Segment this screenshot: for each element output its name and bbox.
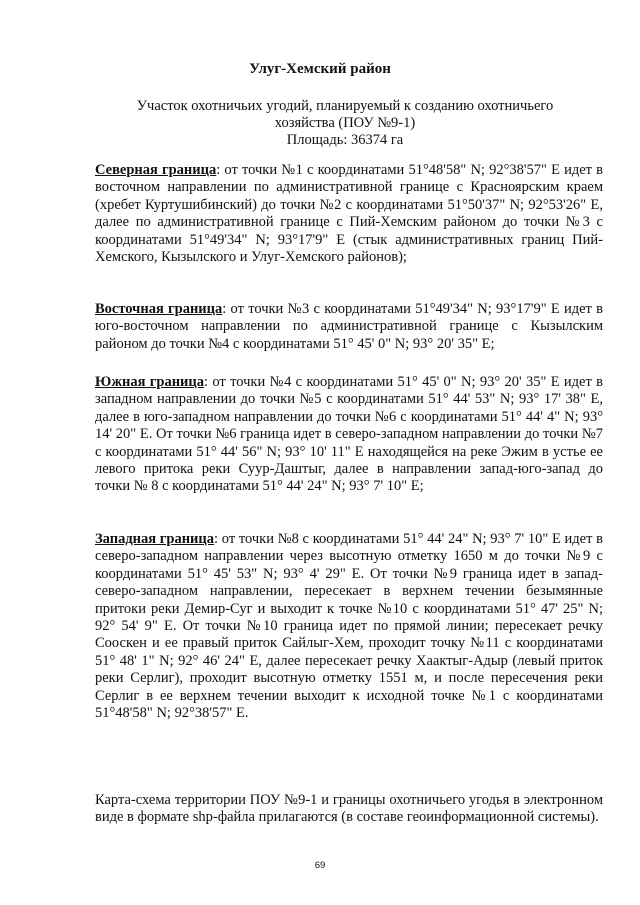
north-boundary-text: : от точки №1 с координатами 51°48'58" N; 92°38'57" E идет в восточном направлении по административной границе с Красноярским краем (хребет Куртушибинский) до точки №2 с координатами 51°50'37" N; 92°53'26" E, далее по административной границе с Пий-Хемским районом до точки №3 с координатами 51°49'34" N; 93°17'9" E (стык административных границ Пий-Хемского, Кызылского и Улуг-Хемского районов); [95,162,604,266]
district-title: Улуг-Хемский район [249,61,391,77]
page-number: 69 [314,860,326,871]
north-boundary-section [95,162,603,266]
map-scheme-note: Карта-схема территории ПОУ №9-1 и границы охотничьего угодья в электронном виде в формате shp-файла прилагаются (в составе геоинформационной системы). [95,792,603,826]
south-boundary-section [95,374,603,496]
plot-header [120,98,570,149]
east-boundary-section [95,301,603,353]
south-boundary-heading: Южная граница [95,374,205,390]
plot-description-line1: Участок охотничьих угодий, планируемый к созданию охотничьего [136,98,554,114]
plot-area: Площадь: 36374 га [286,132,404,148]
east-boundary-heading: Восточная граница [95,301,223,317]
plot-description-line2: хозяйства (ПОУ №9-1) [274,115,416,131]
east-boundary-text: : от точки №3 с координатами 51°49'34" N; 93°17'9" E идет в юго-восточном направлении по административной границе с Кызылским районом до точки №4 с координатами 51° 45' 0" N; 93° 20' 35" E; [95,301,603,352]
south-boundary-text: : от точки №4 с координатами 51° 45' 0" N; 93° 20' 35" E идет в западном направлении до точки №5 с координатами 51° 44' 53" N; 93° 17' 38" E, далее в юго-западном направлении до точки №6 с координатами 51° 44' 4" N; 93° 14' 20" E. От точки №6 граница идет в северо-западном направлении до точки №7 с координатами 51° 44' 56" N; 93° 10' 11" E находящейся на реке Эжим в устье ее левого притока реки Суур-Даштыг, далее в направлении запад-юго-запад до точки № 8 с координатами 51° 44' 24" N; 93° 7' 10" E; [95,374,603,495]
west-boundary-heading: Западная граница [95,531,215,547]
north-boundary-heading: Северная граница [95,162,217,178]
west-boundary-text: : от точки №8 с координатами 51° 44' 24" N; 93° 7' 10" E идет в северо-западном направлении через высотную отметку 1650 м до точки №9 с координатами 51° 45' 53" N; 93° 4' 29" E. От точки №9 граница идет в запад-северо-западном направлении, пересекает в верхнем течении безымянные притоки реки Демир-Суг и выходит к точке №10 с координатами 51° 47' 25" N; 92° 54' 9" E. От точки №10 граница идет по прямой линии; пересекает речку Сооскен и ее правый приток Сайлыг-Хем, проходит точку №11 с координатами 51° 48' 1" N; 92° 46' 24" E, далее пересекает речку Хаактыг-Адыр (левый приток реки Серлиг), проходит высотную отметку 1551 м, и после пересечения реки Серлиг в ее верхнем течении выходит к исходной точке №1 с координатами 51°48'58" N; 92°38'57" E. [95,531,603,722]
west-boundary-section [95,531,603,722]
